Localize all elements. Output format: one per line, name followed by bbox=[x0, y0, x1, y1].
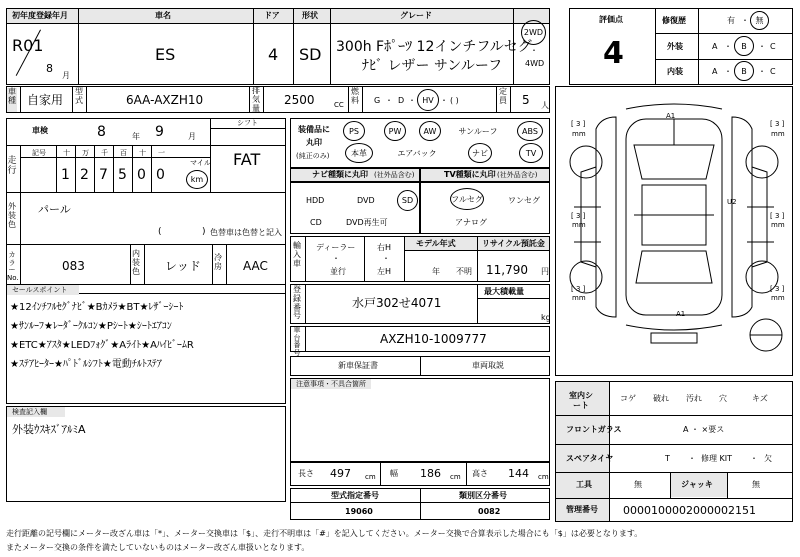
chassis-label: 車台番号 bbox=[293, 326, 301, 358]
designation-label: 型式指定番号 bbox=[331, 491, 379, 500]
mileage-digit-header: 十 bbox=[63, 149, 70, 157]
mgmt-label: 管理番号 bbox=[566, 505, 598, 514]
model-value: 6AA-AXZH10 bbox=[126, 93, 204, 107]
mark-a1-front: A1 bbox=[666, 112, 676, 120]
first-reg-label: 初年度登録年月 bbox=[12, 11, 68, 20]
mileage-digit-header: 百 bbox=[120, 149, 127, 157]
color-value: パール bbox=[38, 203, 71, 216]
color-code-label: カラーNo. bbox=[7, 251, 19, 283]
notes-box bbox=[290, 378, 550, 462]
equipment-label-2: 丸印 bbox=[306, 138, 322, 147]
row-usage-model bbox=[6, 86, 550, 113]
interior-b-circle: B bbox=[734, 61, 754, 81]
recycle-value: 11,790 bbox=[486, 263, 528, 277]
spare-none: 欠 bbox=[764, 454, 772, 463]
height-value: 144 bbox=[508, 467, 529, 480]
grade-line-1: 300h Fﾎﾟｰﾂ 12インチフルセグ bbox=[336, 39, 532, 55]
equipment-item: PS bbox=[343, 121, 365, 141]
displacement-value: 2500 bbox=[284, 93, 315, 107]
sales-point-line: ★ｻﾝﾙｰﾌ★ﾚｰﾀﾞｰｸﾙｺﾝ★Pｼｰﾄ★ｼｰﾄｴｱｺﾝ bbox=[10, 321, 172, 332]
nav-dvd-play: DVD再生可 bbox=[346, 218, 388, 227]
equipment-item: ナビ bbox=[468, 143, 492, 163]
warranty-manual: 車両取説 bbox=[472, 361, 504, 370]
mark-a1-rear: A1 bbox=[676, 310, 686, 318]
seat-label: 室内シート bbox=[569, 391, 593, 411]
exterior-b-circle: B bbox=[734, 36, 754, 56]
color-code-value: 083 bbox=[62, 259, 85, 273]
mileage-digit: 0 bbox=[156, 167, 165, 183]
nav-dvd: DVD bbox=[357, 196, 375, 205]
mileage-digit: 7 bbox=[99, 167, 108, 183]
designation-value: 19060 bbox=[345, 507, 373, 516]
registration-label: 登録番号 bbox=[293, 285, 301, 321]
first-reg-value: R01 bbox=[12, 36, 44, 55]
import-label: 輸入車 bbox=[293, 241, 301, 268]
fuel-d: D bbox=[398, 96, 405, 105]
nav-hdd: HDD bbox=[306, 196, 325, 205]
bracket-mid-right: [ 3 ] bbox=[770, 212, 785, 220]
bracket-top-left: [ 3 ] bbox=[571, 120, 586, 128]
name-label: 車名 bbox=[155, 11, 171, 20]
footer-line-2: またメーター交換の条件を満たしていないものはメーター改ざん車扱いとなります。 bbox=[6, 543, 310, 552]
inspector-label: 検査記入欄 bbox=[12, 408, 47, 416]
shift-label: シフト bbox=[237, 119, 258, 127]
eval-value: 4 bbox=[603, 36, 624, 71]
fuel-other: ( ) bbox=[450, 96, 459, 105]
mileage-digit: 5 bbox=[118, 167, 127, 183]
grade-label: グレード bbox=[400, 11, 432, 20]
color-label: 外装色 bbox=[8, 202, 16, 229]
displacement-label: 排気量 bbox=[252, 86, 260, 113]
inspection-year-unit: 年 bbox=[132, 132, 140, 141]
shift-value: FAT bbox=[233, 150, 261, 169]
usage-label: 車種 bbox=[7, 88, 17, 112]
tools-label: 工具 bbox=[576, 480, 592, 489]
bracket-bottom-left: [ 3 ] bbox=[571, 285, 586, 293]
capacity-label: 定員 bbox=[499, 87, 507, 105]
door-count: 4 bbox=[268, 45, 279, 64]
nav-sd-circle: SD bbox=[397, 190, 418, 211]
width-value: 186 bbox=[420, 467, 441, 480]
registration-value: 水戸302せ4071 bbox=[352, 296, 442, 310]
exterior-a: A bbox=[712, 42, 718, 51]
sales-point-line: ★ETC★ｱｽﾀ★LEDﾌｫｸﾞ★Aﾗｲﾄ★AﾊｲﾋﾞｰﾑR bbox=[10, 340, 194, 351]
displacement-unit: CC bbox=[334, 101, 344, 109]
mileage-digit: 0 bbox=[137, 167, 146, 183]
equipment-item: PW bbox=[384, 121, 406, 141]
fuel-label: 燃料 bbox=[351, 87, 359, 105]
first-reg-month-unit: 月 bbox=[62, 71, 70, 80]
sales-point-line: ★ｽﾃｱﾋｰﾀｰ★ﾊﾟﾄﾞﾙｼﾌﾄ★電動ﾁﾙﾄｽﾃｱ bbox=[10, 359, 162, 370]
footer-line-1: 走行距離の記号欄にメーター改ざん車は「*」、メーター交換車は「$」、走行不明車は「#」を記入してください。メーター交換で合算表示した場合にも「$」は必要となります。 bbox=[6, 529, 643, 538]
bracket-mid-left: [ 3 ] bbox=[571, 212, 586, 220]
fuel-hv-circle: HV bbox=[417, 89, 439, 111]
inspection-month: 9 bbox=[155, 124, 164, 140]
equipment-item: ABS bbox=[517, 121, 543, 141]
height-label: 高さ bbox=[472, 469, 488, 478]
eval-label: 評価点 bbox=[599, 15, 623, 24]
tv-fullseg-circle: フルセグ bbox=[450, 188, 484, 210]
interior-a: A bbox=[712, 67, 718, 76]
seat-condition-item: 破れ bbox=[653, 394, 669, 403]
mgmt-value: 0000100002000002151 bbox=[623, 504, 756, 517]
color-note: 色替車は色替と記入 bbox=[210, 228, 282, 237]
glass-value: A ・ ×要ス bbox=[683, 425, 725, 434]
notes-label: 注意事項・不具合箇所 bbox=[296, 380, 366, 388]
repair-yes: 有 bbox=[727, 16, 735, 25]
door-label: ドア bbox=[264, 11, 280, 20]
shape-label: 形状 bbox=[302, 11, 318, 20]
body-shape: SD bbox=[299, 45, 322, 64]
equipment-item: AW bbox=[419, 121, 441, 141]
car-diagram bbox=[556, 87, 792, 375]
repair-dot: ・ bbox=[741, 16, 749, 25]
sales-point-line: ★12ｲﾝﾁﾌﾙｾｸﾞﾅﾋﾞ★Bｶﾒﾗ★BT★ﾚｻﾞｰｼｰﾄ bbox=[10, 302, 184, 313]
tv-analog: アナログ bbox=[455, 218, 487, 227]
mileage-mark-label: 記号 bbox=[32, 149, 46, 157]
length-label: 長さ bbox=[298, 469, 314, 478]
car-name: ES bbox=[155, 45, 176, 64]
import-rhd: 右H bbox=[377, 243, 392, 252]
spare-label: スペアタイヤ bbox=[566, 454, 614, 463]
seat-condition-item: 汚れ bbox=[686, 394, 702, 403]
ac-value: AAC bbox=[243, 259, 268, 273]
inspection-label: 車検 bbox=[32, 126, 48, 135]
exterior-c: C bbox=[770, 42, 776, 51]
interior-color-label: 内装色 bbox=[132, 249, 140, 276]
inspection-year: 8 bbox=[97, 124, 106, 140]
tv-note: (社外品含む) bbox=[497, 171, 538, 179]
inspector-box bbox=[6, 406, 286, 502]
tv-oneseg: ワンセグ bbox=[508, 196, 540, 205]
equipment-item: TV bbox=[519, 143, 543, 163]
interior-color-value: レッド bbox=[165, 259, 201, 273]
drive-dot: ・ bbox=[530, 46, 538, 55]
mileage-digit: 2 bbox=[80, 167, 89, 183]
jack-value: 無 bbox=[752, 480, 760, 489]
equipment-item: エアバック bbox=[397, 148, 437, 158]
bracket-top-right: [ 3 ] bbox=[770, 120, 785, 128]
width-label: 幅 bbox=[390, 469, 398, 478]
equipment-item: 本革 bbox=[345, 143, 373, 163]
mileage-digit-header: 千 bbox=[101, 149, 108, 157]
model-label: 型式 bbox=[75, 87, 83, 105]
exterior-label: 外装 bbox=[667, 42, 683, 51]
glass-label: フロントガラス bbox=[566, 425, 622, 434]
inspector-text: 外装ｳｽｷｽﾞｱﾙﾐA bbox=[12, 423, 86, 436]
chassis-value: AXZH10-1009777 bbox=[380, 332, 487, 346]
spare-t: T bbox=[665, 454, 670, 463]
interior-c: C bbox=[770, 67, 776, 76]
nav-cd: CD bbox=[310, 218, 322, 227]
mileage-unit-label: マイル bbox=[190, 159, 211, 167]
sales-points-label: セールスポイント bbox=[12, 286, 68, 294]
seat-condition-item: 穴 bbox=[719, 394, 727, 403]
spare-kit: 修理 KIT bbox=[701, 454, 733, 463]
inspection-month-unit: 月 bbox=[188, 132, 196, 141]
usage-value: 自家用 bbox=[27, 93, 64, 107]
model-year-value: 不明 bbox=[456, 267, 472, 276]
import-parallel: 並行 bbox=[330, 267, 346, 276]
length-value: 497 bbox=[330, 467, 351, 480]
recycle-label: リサイクル預託金 bbox=[482, 239, 545, 248]
repair-label: 修復歴 bbox=[662, 16, 686, 25]
capacity-unit: 人 bbox=[541, 101, 549, 110]
max-load-label: 最大積載量 bbox=[484, 287, 524, 296]
jack-label: ジャッキ bbox=[681, 480, 713, 489]
equipment-label-1: 装備品に bbox=[298, 125, 330, 134]
equipment-label-3: (純正のみ) bbox=[296, 152, 330, 160]
mark-u2: U2 bbox=[727, 198, 737, 206]
mileage-digit-header: 一 bbox=[158, 149, 165, 157]
tools-value: 無 bbox=[634, 480, 642, 489]
recycle-unit: 円 bbox=[541, 267, 549, 276]
first-reg-month: 8 bbox=[46, 62, 53, 75]
interior-label: 内装 bbox=[667, 67, 683, 76]
max-load-unit: kg bbox=[541, 313, 551, 322]
model-year-unit: 年 bbox=[432, 267, 440, 276]
mileage-label: 走行 bbox=[7, 156, 17, 176]
mileage-digit-header: 十 bbox=[139, 149, 146, 157]
fuel-g: G bbox=[374, 96, 381, 105]
category-value: 0082 bbox=[478, 507, 501, 516]
drive-2wd-circle: 2WD bbox=[521, 20, 546, 45]
model-year-label: モデル年式 bbox=[416, 239, 456, 248]
tv-title: TV種類に丸印 bbox=[444, 170, 496, 179]
mileage-digit-header: 万 bbox=[82, 149, 89, 157]
drive-4wd: 4WD bbox=[525, 59, 545, 68]
import-dealer: ディーラー bbox=[316, 243, 356, 252]
seat-condition-item: コゲ bbox=[620, 394, 636, 403]
repair-no-circle: 無 bbox=[750, 11, 769, 30]
bracket-bottom-right: [ 3 ] bbox=[770, 285, 785, 293]
warranty-book: 新車保証書 bbox=[338, 361, 378, 370]
mileage-digit: 1 bbox=[61, 167, 70, 183]
nav-note: (社外品含む) bbox=[374, 171, 415, 179]
category-label: 類別区分番号 bbox=[459, 491, 507, 500]
seat-condition-item: キズ bbox=[752, 394, 768, 403]
capacity-value: 5 bbox=[522, 93, 530, 107]
nav-title: ナビ種類に丸印 bbox=[312, 170, 368, 179]
ac-label: 冷房 bbox=[214, 253, 222, 271]
import-lhd: 左H bbox=[377, 267, 392, 276]
mileage-km-circle: km bbox=[186, 170, 208, 189]
grade-line-2: ﾅﾋﾞ レザー サンルーフ bbox=[362, 58, 503, 74]
equipment-item: サンルーフ bbox=[458, 126, 498, 136]
